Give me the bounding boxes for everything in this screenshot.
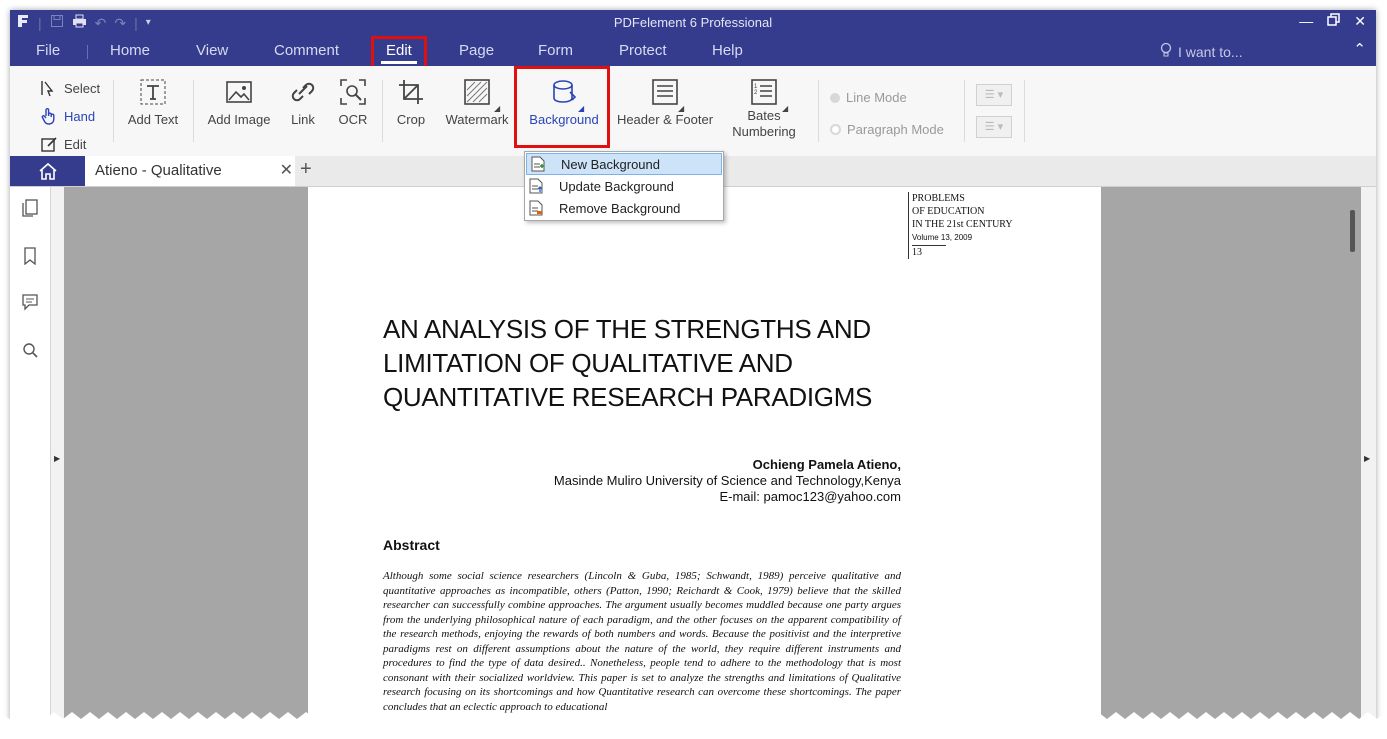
expand-left-panel-icon[interactable]: ▶ bbox=[54, 454, 61, 463]
menu-file[interactable]: File bbox=[36, 42, 61, 59]
line-mode-radio[interactable] bbox=[830, 90, 907, 105]
add-text-icon bbox=[139, 78, 167, 106]
title-bar bbox=[10, 10, 1376, 36]
remove-background-icon bbox=[529, 200, 543, 216]
menu-comment[interactable]: Comment bbox=[274, 42, 340, 59]
new-background-label: New Background bbox=[561, 156, 660, 172]
bates-numbering-button[interactable] bbox=[726, 78, 802, 140]
add-image-label: Add Image bbox=[207, 112, 271, 127]
app-window bbox=[10, 10, 1376, 722]
abstract-text: Although some social science researchers (Lincoln & Guba, 1985; Schwandt, 1989) perceive qualitative and quantitative approaches as incompatible, others (Patton, 1990; Reichardt & Cook, 1979) believe that the skilled researcher can successfully combine approaches. The argument usually becomes muddled because one party argues from the underlying philosophical nature of each paradigm, and the other focuses on the apparent compatibility of the research methods, enjoying the rewards of both numbers and words. Because the positivist and the interpretive paradigms rest on different assumptions about the nature of the world, they require different instruments and procedures to find the type of data desired.. Nonetheless, people tend to adhere to the methodology that is most consonant with their socialized worldview. This paper is set to analyze the strengths and limitations of Qualitative research focusing on its shortcomings and how Quantitative research can overcome these shortcomings. The paper concludes that an eclectic approach to educational bbox=[383, 570, 901, 713]
hand-label: Hand bbox=[64, 108, 96, 124]
remove-background-item[interactable] bbox=[525, 197, 723, 219]
hand-mode-button[interactable] bbox=[40, 102, 100, 130]
menu-divider bbox=[87, 45, 88, 59]
comment-icon[interactable] bbox=[21, 293, 39, 311]
menu-help[interactable]: Help bbox=[712, 42, 743, 59]
menu-home[interactable]: Home bbox=[110, 42, 151, 59]
line-mode-label: Line Mode bbox=[846, 90, 907, 105]
new-background-icon bbox=[531, 156, 545, 172]
document-tab-label: Atieno - Qualitative bbox=[95, 162, 222, 179]
bookmark-icon[interactable] bbox=[21, 247, 39, 265]
crop-button[interactable] bbox=[394, 78, 428, 127]
crop-icon bbox=[397, 78, 425, 106]
bates-numbering-icon bbox=[750, 78, 778, 106]
edit-mode-button[interactable] bbox=[40, 130, 100, 158]
mode-list bbox=[40, 74, 100, 158]
bates-label-line1: Bates bbox=[747, 108, 781, 123]
ocr-button[interactable] bbox=[337, 78, 369, 127]
add-text-button[interactable] bbox=[125, 78, 181, 127]
remove-background-label: Remove Background bbox=[559, 200, 681, 216]
menu-edit[interactable]: Edit bbox=[386, 42, 412, 59]
divider: | bbox=[38, 15, 42, 31]
watermark-button[interactable] bbox=[442, 78, 512, 127]
header-footer-icon bbox=[651, 78, 679, 106]
update-background-label: Update Background bbox=[559, 178, 674, 194]
distribute-dropdown-icon[interactable]: ☰ ▾ bbox=[976, 116, 1012, 138]
home-tab[interactable] bbox=[10, 156, 85, 186]
ocr-scan-icon bbox=[339, 78, 367, 106]
toolbar-divider bbox=[382, 80, 383, 142]
header-footer-dropdown-icon[interactable]: ◢ bbox=[678, 104, 685, 113]
pages-thumbnail-icon[interactable] bbox=[21, 199, 39, 217]
edit-label: Edit bbox=[64, 136, 87, 152]
ribbon-toolbar bbox=[10, 66, 1376, 157]
new-background-item[interactable] bbox=[526, 153, 722, 175]
hand-icon bbox=[40, 107, 58, 125]
page-number: 13 bbox=[912, 245, 946, 259]
customize-toolbar-icon[interactable]: ▾ bbox=[145, 17, 151, 28]
toolbar-divider bbox=[818, 80, 819, 142]
minimize-icon[interactable]: — bbox=[1299, 13, 1314, 29]
background-label: Background bbox=[529, 112, 599, 127]
watermark-label: Watermark bbox=[445, 112, 509, 127]
menu-protect[interactable]: Protect bbox=[619, 42, 667, 59]
redo-icon[interactable]: ↷ bbox=[114, 15, 127, 31]
journal-line: OF EDUCATION bbox=[912, 206, 985, 217]
close-icon[interactable]: ✕ bbox=[1354, 13, 1366, 29]
update-background-icon bbox=[529, 178, 543, 194]
menu-page[interactable]: Page bbox=[459, 42, 495, 59]
left-sidebar bbox=[10, 187, 51, 722]
author-affiliation: Masinde Muliro University of Science and Technology,Kenya bbox=[553, 473, 901, 488]
crop-label: Crop bbox=[396, 112, 426, 127]
toolbar-divider bbox=[1024, 80, 1025, 142]
journal-volume: Volume 13, 2009 bbox=[912, 233, 973, 242]
menu-form[interactable]: Form bbox=[538, 42, 573, 59]
window-controls bbox=[1299, 13, 1366, 30]
new-tab-icon[interactable]: + bbox=[300, 158, 312, 180]
i-want-to-search[interactable] bbox=[1160, 42, 1243, 61]
paragraph-mode-radio[interactable] bbox=[830, 122, 944, 137]
close-tab-icon[interactable]: ✕ bbox=[279, 162, 293, 179]
background-dropdown-icon[interactable]: ◢ bbox=[578, 104, 585, 113]
select-cursor-icon bbox=[40, 79, 58, 97]
window-title: PDFelement 6 Professional bbox=[613, 15, 773, 30]
abstract-heading: Abstract bbox=[383, 537, 440, 553]
align-dropdown-icon[interactable]: ☰ ▾ bbox=[976, 84, 1012, 106]
select-label: Select bbox=[64, 80, 101, 96]
vertical-scrollbar-thumb[interactable] bbox=[1350, 210, 1355, 252]
add-image-button[interactable] bbox=[206, 78, 272, 127]
torn-edge bbox=[0, 712, 1387, 739]
ocr-label: OCR bbox=[338, 112, 368, 127]
expand-right-panel-icon[interactable]: ▶ bbox=[1364, 454, 1371, 463]
i-want-to-label: I want to... bbox=[1178, 43, 1243, 60]
add-text-label: Add Text bbox=[127, 112, 179, 127]
undo-icon[interactable]: ↶ bbox=[94, 15, 107, 31]
journal-line: PROBLEMS bbox=[912, 193, 965, 204]
watermark-icon bbox=[463, 78, 491, 106]
watermark-dropdown-icon[interactable]: ◢ bbox=[494, 104, 501, 113]
search-icon[interactable] bbox=[21, 341, 39, 359]
journal-line: IN THE 21st CENTURY bbox=[912, 219, 1013, 230]
author-name: Ochieng Pamela Atieno, bbox=[752, 457, 901, 472]
journal-header bbox=[908, 192, 1013, 259]
bates-dropdown-icon[interactable]: ◢ bbox=[782, 104, 789, 113]
bates-label-line2: Numbering bbox=[732, 124, 796, 139]
header-footer-label: Header & Footer bbox=[616, 112, 714, 127]
edit-pencil-icon bbox=[40, 135, 58, 153]
svg-text:1: 1 bbox=[754, 84, 758, 90]
pdf-page bbox=[308, 187, 1101, 722]
header-footer-button[interactable] bbox=[614, 78, 716, 127]
lightbulb-icon bbox=[1160, 42, 1172, 61]
toolbar-divider bbox=[113, 80, 114, 142]
radio-dot bbox=[830, 93, 840, 103]
background-dropdown-menu bbox=[524, 151, 724, 221]
select-mode-button[interactable] bbox=[40, 74, 100, 102]
author-block bbox=[554, 457, 901, 505]
link-label: Link bbox=[291, 112, 315, 127]
link-button[interactable] bbox=[287, 78, 319, 127]
document-title: AN ANALYSIS OF THE STRENGTHS AND LIMITATION OF QUALITATIVE AND QUANTITATIVE RESEARCH PARADIGMS bbox=[383, 314, 873, 412]
menu-bar bbox=[10, 36, 1376, 66]
home-icon bbox=[38, 162, 58, 180]
restore-icon[interactable] bbox=[1327, 13, 1340, 30]
paragraph-mode-label: Paragraph Mode bbox=[847, 122, 944, 137]
link-icon bbox=[289, 78, 317, 106]
collapse-ribbon-icon[interactable]: ⌃ bbox=[1353, 41, 1366, 58]
toolbar-divider bbox=[964, 80, 965, 142]
menu-view[interactable]: View bbox=[196, 42, 229, 59]
document-tab[interactable] bbox=[85, 156, 295, 186]
update-background-item[interactable] bbox=[525, 175, 723, 197]
highlight-background-box bbox=[514, 66, 610, 148]
author-email: E-mail: pamoc123@yahoo.com bbox=[719, 489, 901, 504]
image-icon bbox=[225, 78, 253, 106]
svg-text:2: 2 bbox=[754, 90, 758, 96]
radio-dot bbox=[830, 124, 841, 135]
toolbar-divider bbox=[193, 80, 194, 142]
divider: | bbox=[134, 15, 138, 31]
